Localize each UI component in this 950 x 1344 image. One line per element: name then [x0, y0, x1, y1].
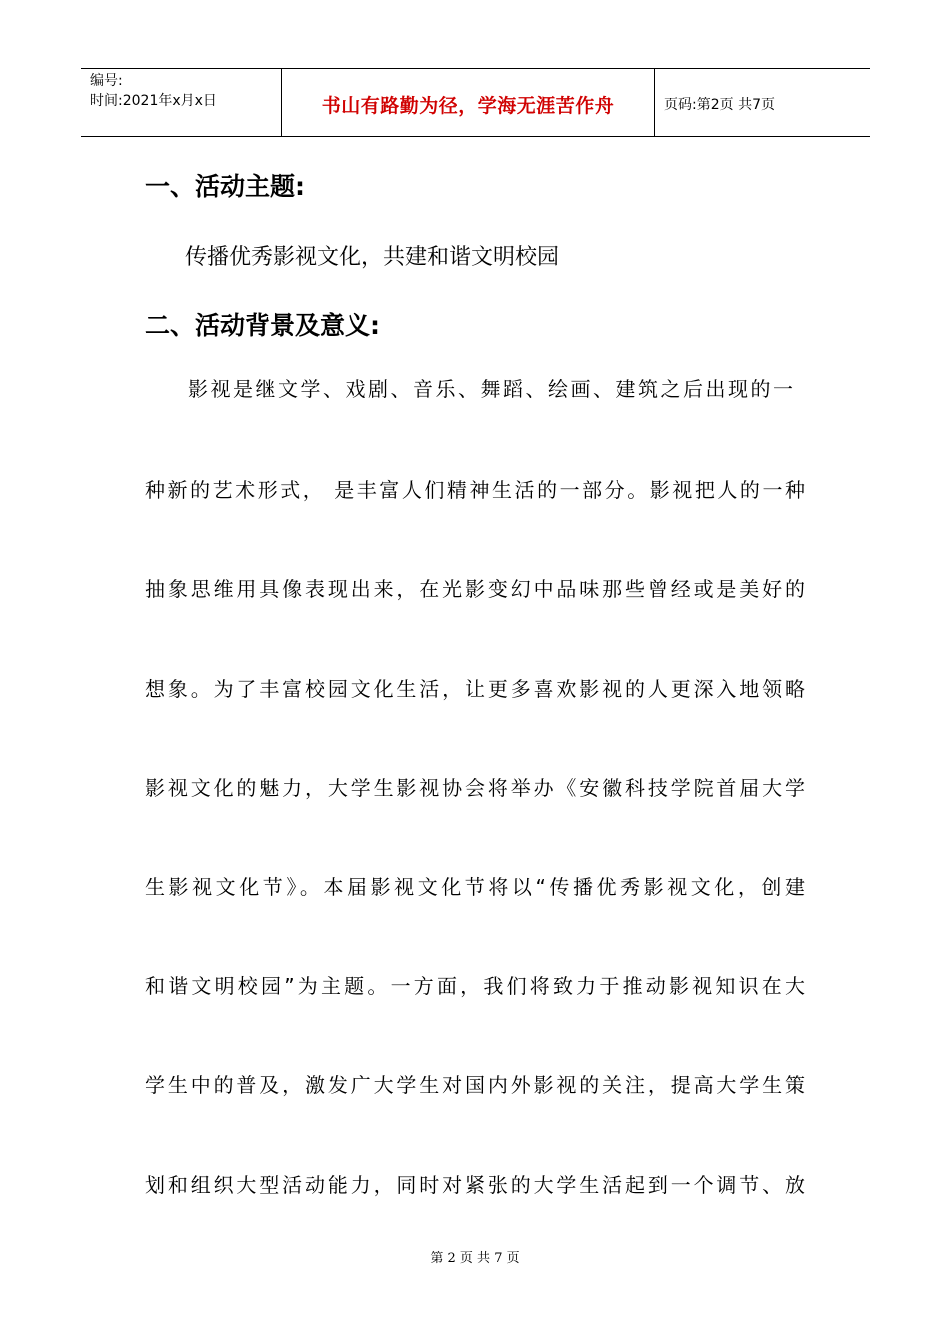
paragraph-line: 种新的艺术形式， 是丰富人们精神生活的一部分。影视把人的一种: [145, 478, 805, 502]
paragraph-line: 划和组织大型活动能力，同时对紧张的大学生活起到一个调节、放: [145, 1173, 805, 1197]
paragraph-line: 影视是继文学、戏剧、音乐、舞蹈、绘画、建筑之后出现的一: [188, 377, 793, 401]
paragraph-line: 生影视文化节》。本届影视文化节将以“传播优秀影视文化，创建: [145, 875, 805, 899]
header-middle-cell: [281, 69, 655, 136]
number-label: 编号:: [90, 73, 123, 89]
header-motto: 书山有路勤为径，学海无涯苦作舟: [321, 95, 615, 117]
paragraph-line: 影视文化的魅力，大学生影视协会将举办《安徽科技学院首届大学: [145, 776, 805, 800]
header-page-code: 页码:第2页 共7页: [664, 97, 775, 113]
section-heading-theme: 一、活动主题:: [145, 172, 305, 201]
paragraph-line: 抽象思维用具像表现出来，在光影变幻中品味那些曾经或是美好的: [145, 577, 805, 601]
paragraph-line: 想象。为了丰富校园文化生活，让更多喜欢影视的人更深入地领略: [145, 677, 805, 701]
page-footer: 第 2 页 共 7 页: [430, 1251, 520, 1266]
paragraph-line: 和谐文明校园”为主题。一方面，我们将致力于推动影视知识在大: [145, 974, 805, 998]
header-left-cell: [81, 69, 281, 136]
time-label: 时间:2021年x月x日: [90, 93, 217, 109]
page-header: [81, 68, 870, 137]
section-heading-background: 二、活动背景及意义:: [145, 311, 380, 340]
paragraph-line: 学生中的普及，激发广大学生对国内外影视的关注，提高大学生策: [145, 1073, 805, 1097]
header-right-cell: [654, 69, 870, 136]
activity-theme-text: 传播优秀影视文化，共建和谐文明校园: [185, 245, 560, 270]
